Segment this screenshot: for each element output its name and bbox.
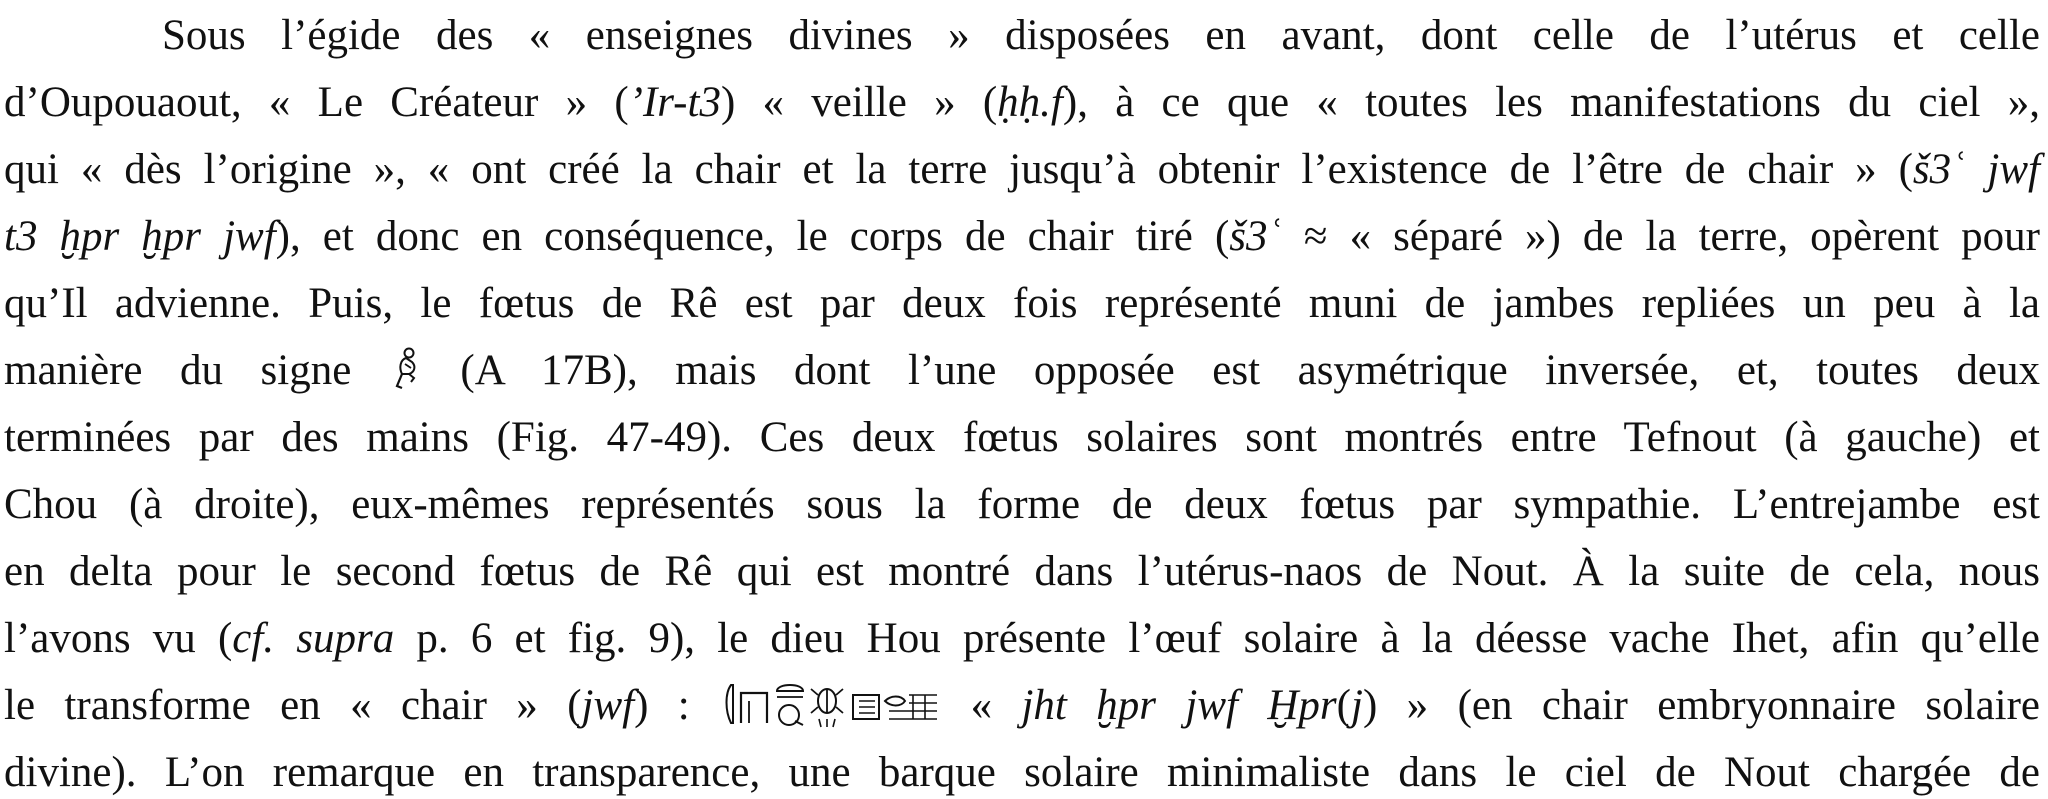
- text-line-9: [4, 538, 2040, 605]
- text-line-7: [4, 404, 2040, 471]
- text-run: terminées par des mains (Fig. 47-49). Ces deux fœtus solaires sont montrés entre Tefnout (à gauche) et: [4, 414, 2040, 461]
- transliteration: t3 ḫpr ḫpr jwf: [4, 213, 276, 260]
- hieroglyph-a17b-icon: [389, 346, 423, 394]
- text-run: ) :: [634, 682, 690, 729]
- text-line-11: [4, 672, 2040, 739]
- text-run: (A 17B), mais dont l’une opposée est asymétrique inversée, et, toutes deux: [460, 347, 2040, 394]
- text-run: Chou (à droite), eux-mêmes représentés sous la forme de deux fœtus par sympathie. L’entrejambe est: [4, 481, 2040, 528]
- text-run: l’avons vu (: [4, 615, 233, 662]
- text-run: ), à ce que « toutes les manifestations du ciel »,: [1062, 79, 2040, 126]
- text-run: ), et donc en conséquence, le corps de chair tiré (: [275, 213, 1230, 260]
- transliteration: jht ḫpr jwf Ḫpr: [1021, 682, 1337, 729]
- text-run: (: [1336, 682, 1351, 729]
- transliteration: š3ʿ: [1229, 213, 1282, 260]
- transliteration: jwf: [581, 682, 635, 729]
- text-line-6: [4, 337, 2040, 404]
- body-paragraph: [4, 2, 2040, 799]
- transliteration: š3ʿ jwf: [1912, 146, 2040, 193]
- text-run: qui « dès l’origine », « ont créé la chair et la terre jusqu’à obtenir l’existence de l’être de chair » (: [4, 146, 1913, 193]
- text-run: qu’Il advienne. Puis, le fœtus de Rê est par deux fois représenté muni de jambes repliées un peu à la: [4, 280, 2040, 327]
- text-run: «: [970, 682, 1022, 729]
- text-run: ) » (en chair embryonnaire solaire: [1362, 682, 2041, 729]
- transliteration: ḥḥ.f: [997, 79, 1063, 126]
- text-run: le transforme en « chair » (: [4, 682, 582, 729]
- text-line-5: [4, 270, 2040, 337]
- text-line-3: [4, 136, 2040, 203]
- text-run: manière du signe: [4, 347, 352, 394]
- text-line-10: [4, 605, 2040, 672]
- text-run: d’Oupouaout, « Le Créateur » (: [4, 79, 629, 126]
- text-line-12: [4, 739, 2040, 799]
- transliteration: ’Ir-t3: [628, 79, 721, 126]
- text-line-1: [4, 2, 2040, 69]
- text-run: ) « veille » (: [720, 79, 998, 126]
- text-line-2: [4, 69, 2040, 136]
- hieroglyph-jht-khepri-icon: [719, 681, 941, 729]
- text-line-8: [4, 471, 2040, 538]
- text-line-4: [4, 203, 2040, 270]
- transliteration: j: [1351, 682, 1363, 729]
- text-run: ≈ « séparé ») de la terre, opèrent pour: [1281, 213, 2040, 260]
- text-run: en delta pour le second fœtus de Rê qui est montré dans l’utérus-naos de Nout. À la suite de cela, nous: [4, 548, 2040, 595]
- latin-abbreviation: cf. supra: [232, 615, 395, 662]
- text-run: divine). L’on remarque en transparence, une barque solaire minimaliste dans le ciel de Nout chargée de: [4, 749, 2040, 796]
- text-run: Sous l’égide des « enseignes divines » disposées en avant, dont celle de l’utérus et celle: [162, 12, 2040, 59]
- text-run: p. 6 et fig. 9), le dieu Hou présente l’œuf solaire à la déesse vache Ihet, afin qu’elle: [394, 615, 2041, 662]
